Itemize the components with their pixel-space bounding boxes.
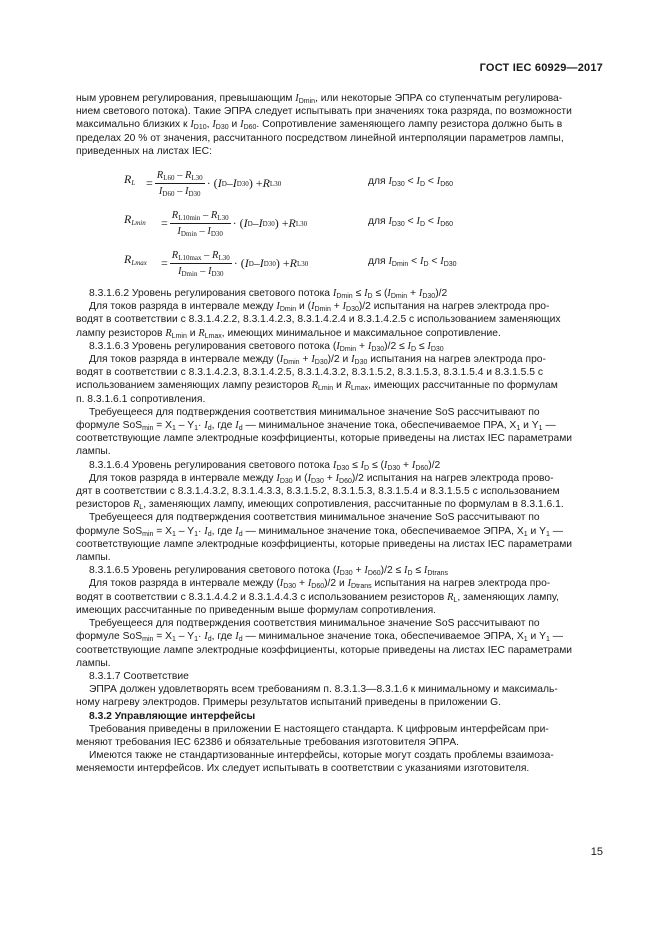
paragraph: пределах 20 % от значения, рассчитанного посредством линейной интерполяции параметров лампы, — [76, 132, 564, 144]
paragraph: водят в соответствии с 8.3.1.4.2.2, 8.3.1.4.2.3, 8.3.1.4.2.4 и 8.3.1.4.2.5 с использованием заменяющих — [76, 314, 561, 326]
paragraph: водят в соответствии с 8.3.1.4.2.3, 8.3.1.4.2.5, 8.3.1.4.3.2, 8.3.1.5.2, 8.3.1.5.3, 8.3.1.5.4 и 8.3.1.5.5 с — [76, 367, 543, 379]
paragraph: имеющих рассчитанные по приведенным выше формулам сопротивления. — [76, 604, 437, 616]
paragraph: соответствующие лампе электродные коэффициенты, которые приведены на листах IEC параметрами — [76, 538, 573, 550]
paragraph: соответствующие лампе электродные коэффициенты, которые приведены на листах IEC параметрами — [76, 433, 573, 445]
paragraph: формуле $SoS_{min} = X_1 - Y_1\cdot I_d$, где $I_d$ — минимальное значение тока, обеспечиваемое ПРА, $X_1$ и $Y_1$ — — [76, 420, 556, 433]
paragraph: Требуещееся для подтверждения соответствия минимальное значение SoS рассчитывают по — [89, 618, 540, 630]
section-title-8-3-1-6-5: 8.3.1.6.5 Уровень регулирования светового потока $(I_{D30} + I_{D60})/2 \le I_D \le I_{Dtrans}$ — [89, 565, 448, 578]
paragraph: лампы. — [76, 657, 111, 669]
section-title-8-3-1-6-2: 8.3.1.6.2 Уровень регулирования светового потока $I_{Dmin} \le I_D \le (I_{Dmin} + I_{D30})/2$ — [89, 288, 448, 301]
paragraph: нием светового потока). Такие ЭПРА следует испытывать при значениях тока разряда, по возможности — [76, 106, 572, 118]
paragraph: ным уровнем регулирования, превышающим $I_{Dmin}$, или некоторые ЭПРА со ступенчатым регулирова- — [76, 93, 563, 105]
formula-rlmin: $R_{Lmin}$ = $\frac{R_{L10min} - R_{L30}}{I_{Dmin} - I_{D30}}$ · ( I D – I D30 ) + R L30 для $I_{D30} < I_D < I_{D60}$ — [124, 210, 454, 239]
document-body — [76, 92, 586, 776]
paragraph: Требования приведены в приложении Е настоящего стандарта. К цифровым интерфейсам при- — [89, 723, 549, 735]
paragraph: лампы. — [76, 446, 111, 458]
paragraph: Для токов разряда в интервале между $(I_{Dmin} + I_{D30})/2$ и $I_{D30}$ испытания на нагрев электрода про- — [89, 354, 546, 367]
paragraph: Требуещееся для подтверждения соответствия минимальное значение SoS рассчитывают по — [89, 406, 540, 418]
paragraph: Для токов разряда в интервале между $(I_{D30} + I_{D60})/2$ и $I_{Dtrans}$ испытания на нагрев электрода про- — [89, 578, 551, 591]
document-header: ГОСТ IEC 60929—2017 — [479, 62, 603, 74]
paragraph: Для токов разряда в интервале между $I_{D30}$ и $(I_{D30} + I_{D60})/2$ испытания на нагрев электрода прово- — [89, 472, 554, 485]
paragraph: резисторов $R_L$, заменяющих лампу, имеющих сопротивления, рассчитанные по формулам в 8.3.1.6.1. — [76, 499, 564, 512]
paragraph: ЭПРА должен удовлетворять всем требованиям п. 8.3.1.3—8.3.1.6 к минимальному и максималь- — [89, 684, 558, 696]
paragraph: Для токов разряда в интервале между $I_{Dmin}$ и $(I_{Dmin} + I_{D30})/2$ испытания на нагрев электрода про- — [89, 301, 550, 314]
section-title-8-3-1-6-3: 8.3.1.6.3 Уровень регулирования светового потока $(I_{Dmin} + I_{D30})/2 \le I_D \le I_{D30}$ — [89, 340, 444, 353]
paragraph: лампу резисторов $R_{Lmin}$ и $R_{Lmax}$, имеющих минимальное и максимальное сопротивление. — [76, 327, 501, 340]
paragraph: ному нагреву электродов. Примеры результатов испытаний приведены в приложении G. — [76, 697, 502, 709]
paragraph: максимально близких к $I_{D10}$, $I_{D30}$ и $I_{D60}$. Сопротивление заменяющего лампу резистора должно быть в — [76, 119, 563, 132]
paragraph: дят в соответствии с 8.3.1.4.3.2, 8.3.1.4.3.3, 8.3.1.5.2, 8.3.1.5.3, 8.3.1.5.4 и 8.3.1.5.5 с использованием — [76, 486, 560, 498]
paragraph: меняют требования IEC 62386 и обязательные требования изготовителя ЭПРА. — [76, 736, 459, 748]
paragraph: Имеются также не стандартизованные интерфейсы, которые могут создать проблемы взаимоза- — [89, 750, 554, 762]
paragraph: приведенных на листах IEC: — [76, 145, 212, 157]
formula-rlmax: $R_{Lmax}$ = $\frac{R_{L10max} - R_{L30}}{I_{Dmin} - I_{D30}}$ · ( I D – I D30 ) + R L30 для $I_{Dmin} < I_D < I_{D30}$ — [124, 250, 457, 279]
formula-rl: $R_L$ = $\frac{R_{L60} - R_{L30}}{I_{D60} - I_{D30}}$ · ( I D – I D30 ) + R L30 для $I_{D30} < I_D < I_{D60}$ — [124, 170, 454, 199]
section-title-8-3-1-7: 8.3.1.7 Соответствие — [89, 670, 189, 682]
section-title-8-3-1-6-4: 8.3.1.6.4 Уровень регулирования светового потока $I_{D30} \le I_D \le (I_{D30} + I_{D60})/2$ — [89, 459, 441, 472]
paragraph: использованием заменяющих лампу резисторов $R_{Lmin}$ и $R_{Lmax}$, имеющих рассчитанные по формулам — [76, 380, 558, 393]
paragraph: формуле $SoS_{min} = X_1 - Y_1\cdot I_d$, где $I_d$ — минимальное значение тока, обеспечиваемое ЭПРА, $X_1$ и $Y_1$ — — [76, 631, 564, 644]
paragraph: формуле $SoS_{min} = X_1 - Y_1\cdot I_d$, где $I_d$ — минимальное значение тока, обеспечиваемое ЭПРА, $X_1$ и $Y_1$ — — [76, 525, 564, 538]
paragraph: водят в соответствии с 8.3.1.4.4.2 и 8.3.1.4.4.3 с использованием резисторов $R_L$, заменяющих лампу, — [76, 591, 559, 604]
paragraph: меняемости интерфейсов. Их следует испытывать в соответствии с указаниями изготовителя. — [76, 763, 530, 775]
paragraph: п. 8.3.1.6.1 сопротивления. — [76, 393, 206, 405]
paragraph: лампы. — [76, 552, 111, 564]
paragraph: Требуещееся для подтверждения соответствия минимальное значение SoS рассчитывают по — [89, 512, 540, 524]
paragraph: соответствующие лампе электродные коэффициенты, которые приведены на листах IEC параметрами — [76, 644, 573, 656]
section-title-8-3-2: 8.3.2 Управляющие интерфейсы — [89, 710, 256, 722]
page-number: 15 — [590, 846, 603, 858]
